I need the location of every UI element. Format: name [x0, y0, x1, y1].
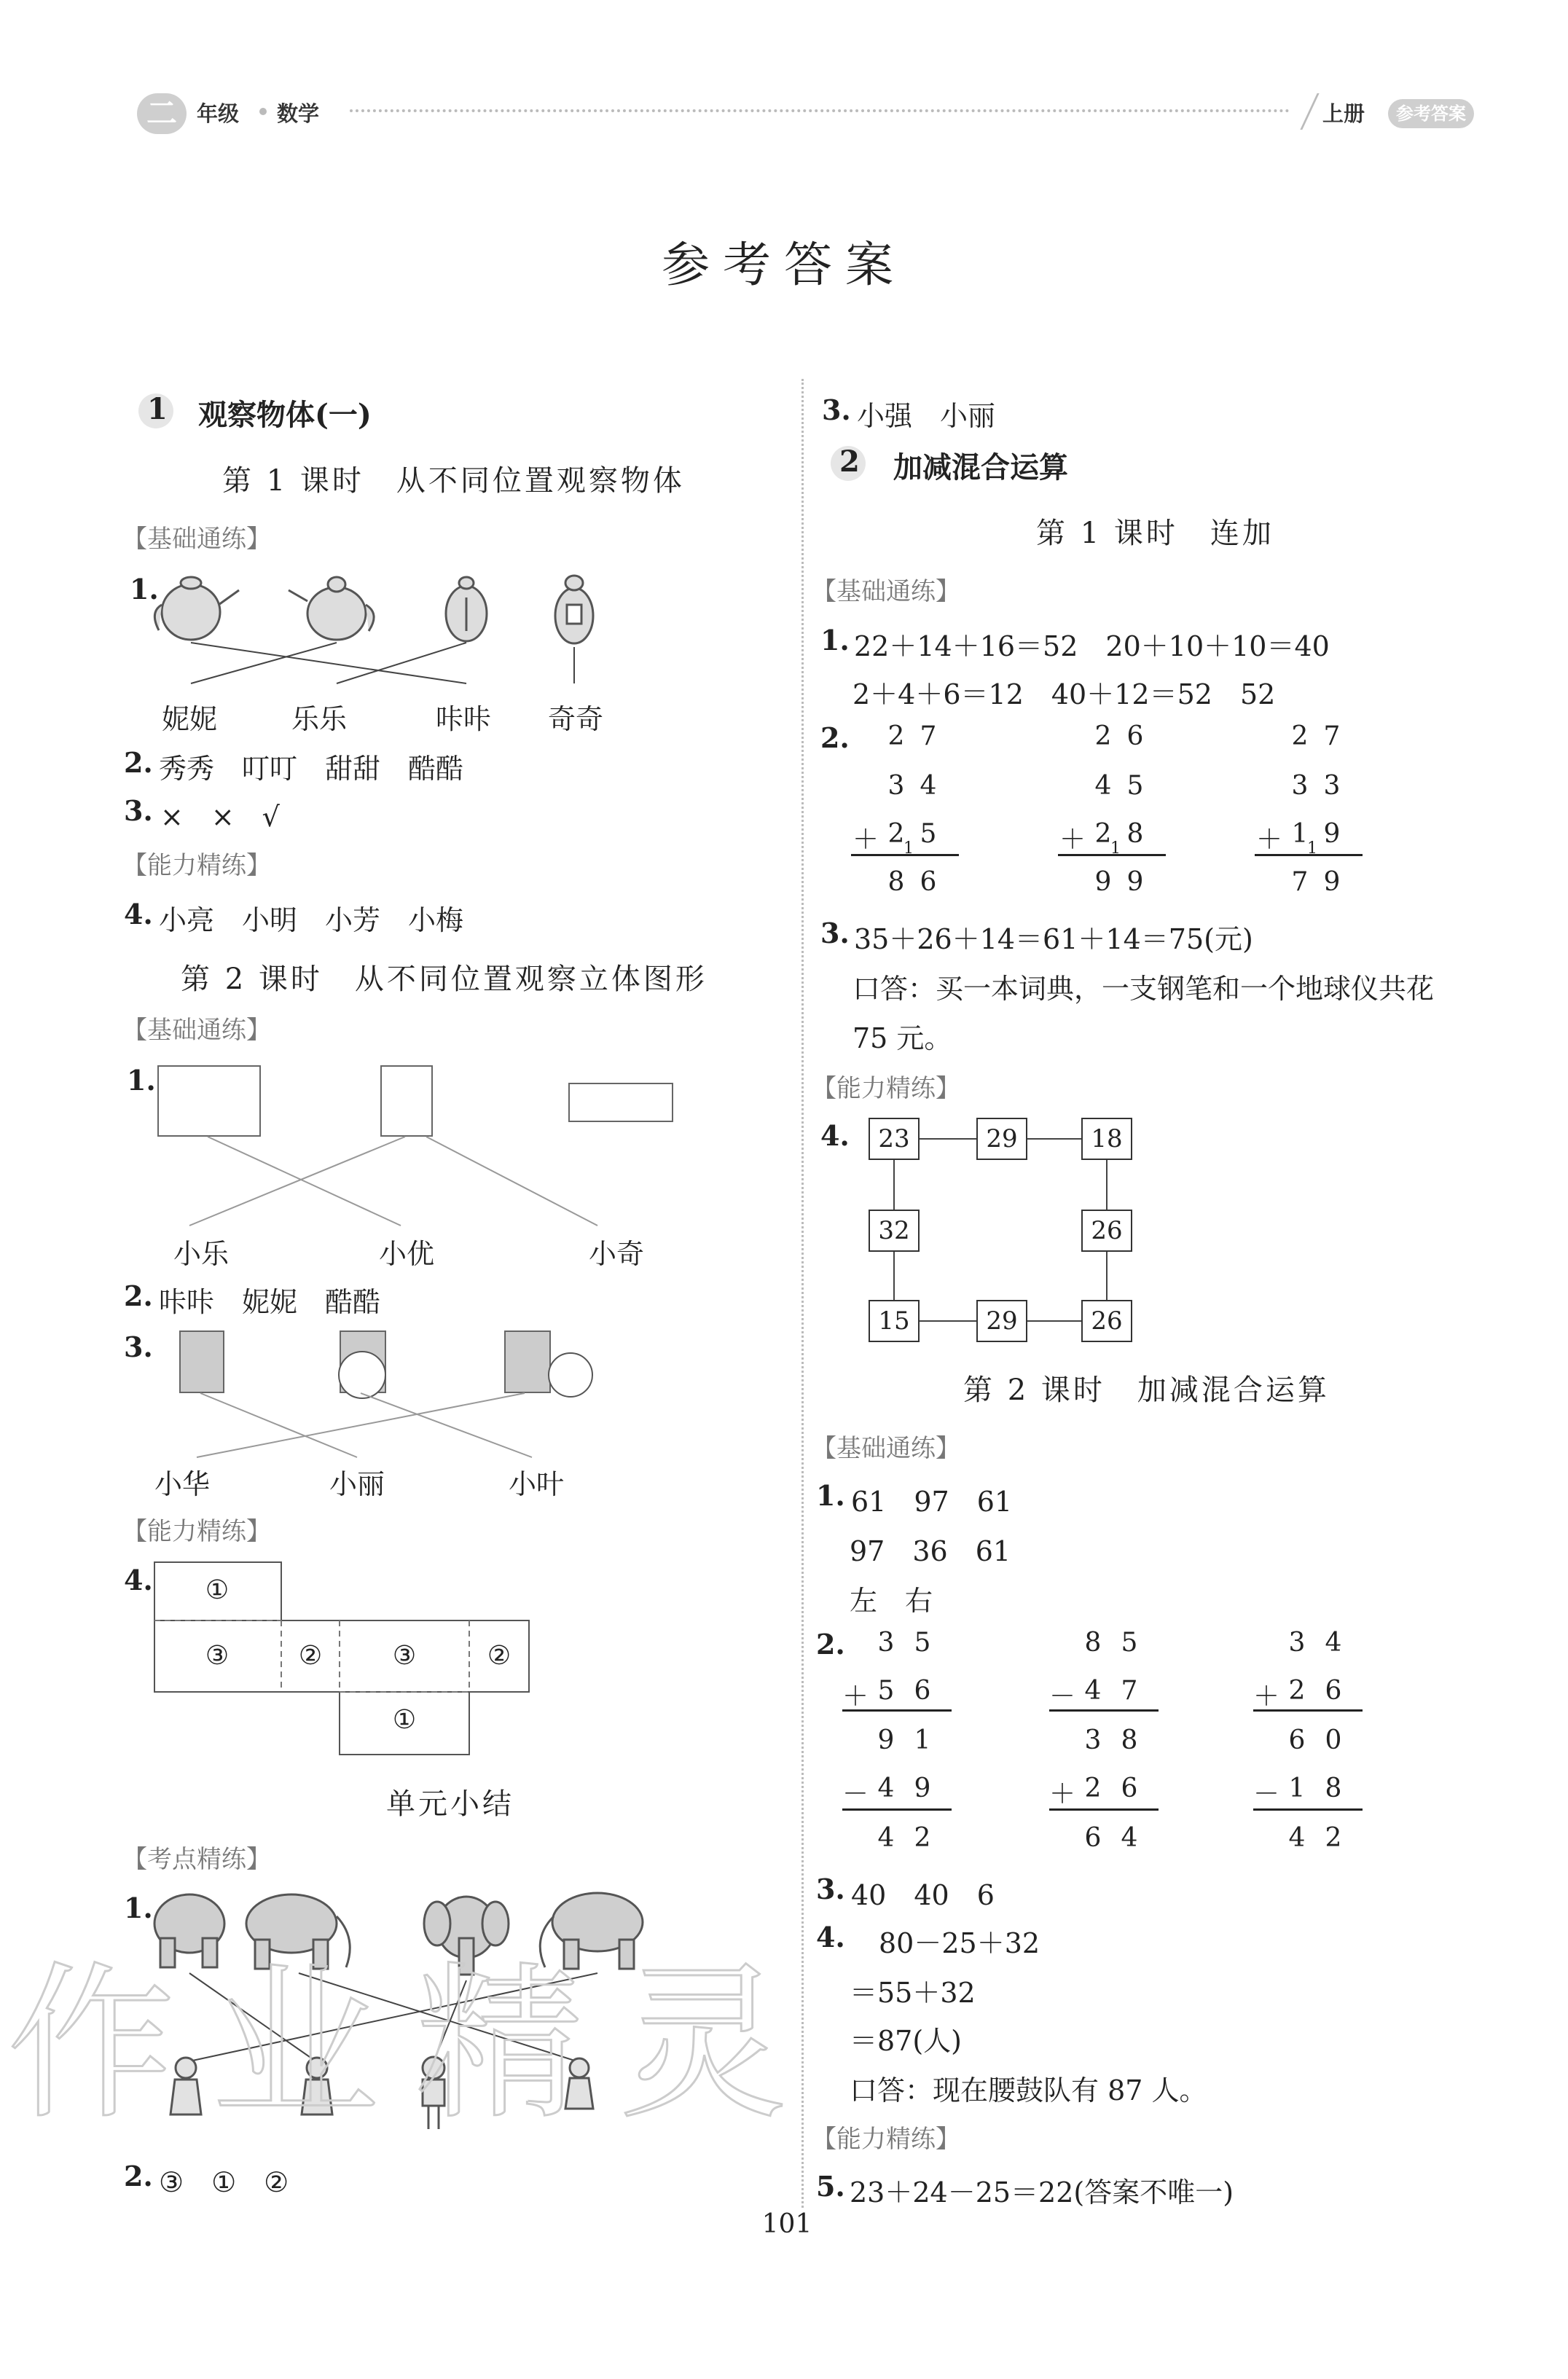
answer-text: 61 97 61	[851, 1486, 1013, 1518]
number-box: 29	[976, 1300, 1027, 1342]
name-label: 小华	[154, 1468, 211, 1500]
operator: －	[1048, 1682, 1075, 1712]
digit: 4	[877, 1774, 895, 1803]
digit: 3	[887, 771, 905, 801]
teapot-icon	[154, 577, 239, 640]
view-rectangle	[157, 1065, 261, 1137]
digit: 5	[877, 1676, 895, 1706]
digit: 2	[1291, 721, 1309, 751]
digit: 6	[1084, 1823, 1102, 1853]
digit: 6	[1121, 1774, 1138, 1803]
watermark: 作业精灵	[7, 1948, 823, 2142]
operator: ＋	[1253, 1682, 1279, 1712]
digit: 8	[1325, 1774, 1342, 1803]
digit: 6	[920, 867, 937, 897]
carry-digit: 1	[903, 839, 914, 858]
digit: 8	[887, 867, 905, 897]
shaded-rectangle	[504, 1330, 551, 1393]
operator: ＋	[852, 825, 879, 855]
section-label-basic: 【基础通练】	[122, 1016, 271, 1045]
name-label: 小丽	[329, 1468, 385, 1500]
digit: 8	[1126, 819, 1144, 849]
question-number: 1.	[820, 624, 850, 657]
digit: 3	[1288, 1628, 1306, 1658]
teapot-icon	[555, 576, 593, 643]
answer-text: 22＋14＋16＝52 20＋10＋10＝40	[854, 630, 1330, 662]
digit: 9	[914, 1774, 931, 1803]
digit: 2	[1094, 721, 1112, 751]
name-label: 咔咔	[436, 703, 492, 735]
question-number: 4.	[124, 1564, 153, 1596]
digit: 5	[920, 819, 937, 849]
net-face-label: ②	[298, 1641, 323, 1671]
digit: 3	[1291, 771, 1309, 801]
number-box: 32	[869, 1210, 920, 1252]
section-label-basic: 【基础通练】	[812, 577, 960, 606]
digit: 4	[1288, 1823, 1306, 1853]
digit: 7	[1323, 721, 1341, 751]
digit: 8	[1121, 1725, 1138, 1755]
page-title: 参考答案	[662, 237, 906, 293]
digit: 5	[1126, 771, 1144, 801]
answer-text: 23＋24－25＝22(答案不唯一)	[850, 2176, 1234, 2208]
question-number: 2.	[124, 2160, 153, 2192]
digit: 9	[1323, 867, 1341, 897]
digit: 9	[1126, 867, 1144, 897]
question-number: 3.	[816, 1873, 845, 1905]
number-box: 26	[1081, 1210, 1132, 1252]
section-label-basic: 【基础通练】	[122, 525, 271, 554]
sum-rule	[1049, 1808, 1159, 1811]
shaded-rectangle	[179, 1330, 224, 1393]
header-dot	[259, 108, 267, 115]
operator: －	[842, 1779, 869, 1809]
header-subject: 数学	[277, 101, 320, 126]
answer-text: 左 右	[850, 1585, 933, 1617]
section-label-ability: 【能力精练】	[122, 1517, 271, 1546]
digit: 4	[1094, 771, 1112, 801]
digit: 3	[877, 1628, 895, 1658]
digit: 6	[914, 1676, 931, 1706]
page-number: 101	[761, 2209, 812, 2239]
operator: ＋	[1059, 825, 1086, 855]
sum-rule	[851, 854, 959, 856]
net-face-label: ①	[205, 1575, 230, 1605]
carry-digit: 1	[1307, 839, 1317, 858]
question-number: 2.	[124, 746, 153, 779]
header-volume: 上册	[1322, 101, 1365, 126]
question-number: 3.	[820, 917, 850, 949]
sum-rule	[1253, 1709, 1363, 1712]
digit: 1	[1288, 1774, 1306, 1803]
matching-lines	[146, 1134, 685, 1228]
header-grade: 年级	[197, 101, 240, 126]
section-title: 加减混合运算	[893, 450, 1068, 485]
section-number: 2	[839, 444, 860, 479]
header-rule	[350, 109, 1290, 112]
number-box: 29	[976, 1118, 1027, 1160]
section-label-basic: 【基础通练】	[812, 1434, 960, 1463]
question-number: 4.	[820, 1119, 850, 1152]
digit: 5	[1121, 1628, 1138, 1658]
question-number: 3.	[124, 1330, 153, 1363]
digit: 8	[1084, 1628, 1102, 1658]
question-number: 4.	[124, 898, 153, 930]
sum-rule	[842, 1709, 952, 1712]
digit: 4	[920, 771, 937, 801]
digit: 7	[1291, 867, 1309, 897]
question-number: 3.	[124, 794, 153, 827]
section-label-ability: 【能力精练】	[122, 851, 271, 880]
teapot-icon	[446, 577, 487, 641]
digit: 1	[914, 1725, 931, 1755]
net-face-label: ①	[392, 1705, 417, 1735]
sum-rule	[1253, 1808, 1363, 1811]
digit: 9	[1094, 867, 1112, 897]
question-number: 1.	[124, 1892, 153, 1924]
digit: 4	[1325, 1628, 1342, 1658]
digit: 4	[1121, 1823, 1138, 1853]
question-number: 1.	[130, 573, 159, 605]
answer-text: 咔咔 妮妮 酷酷	[159, 1286, 381, 1318]
answer-text: 口答：现在腰鼓队有 87 人。	[850, 2074, 1207, 2106]
answer-text: 97 36 61	[850, 1535, 1011, 1567]
grade-badge: 二	[137, 93, 187, 134]
name-label: 妮妮	[162, 703, 218, 735]
matching-lines	[146, 1390, 612, 1460]
number-box: 18	[1081, 1118, 1132, 1160]
answer-text: 小强 小丽	[857, 400, 996, 432]
digit: 4	[1084, 1676, 1102, 1706]
question-number: 1.	[816, 1479, 845, 1512]
sum-rule	[842, 1808, 952, 1811]
section-label-ability: 【能力精练】	[812, 2125, 960, 2154]
operator: ＋	[842, 1682, 869, 1712]
answer-text: ＝55＋32	[850, 1977, 976, 2009]
name-label: 小优	[379, 1238, 435, 1270]
section-label-ability: 【能力精练】	[812, 1074, 960, 1103]
digit: 6	[1126, 721, 1144, 751]
digit: 0	[1325, 1725, 1342, 1755]
answer-text: 2＋4＋6＝12 40＋12＝52 52	[852, 678, 1276, 710]
digit: 2	[1288, 1676, 1306, 1706]
digit: 3	[1323, 771, 1341, 801]
connector-line	[1024, 1138, 1081, 1140]
name-label: 小乐	[173, 1238, 230, 1270]
answer-text: 80－25＋32	[879, 1927, 1040, 1959]
question-number: 2.	[124, 1279, 153, 1312]
section-number: 1	[147, 392, 168, 426]
name-label: 小叶	[509, 1468, 565, 1500]
digit: 2	[887, 721, 905, 751]
operator: ＋	[1048, 1779, 1075, 1809]
answer-text: ③ ① ②	[159, 2166, 289, 2198]
digit: 1	[1291, 819, 1309, 849]
digit: 3	[1084, 1725, 1102, 1755]
teapot-icon	[289, 577, 374, 640]
answer-text: 口答：买一本词典，一支钢笔和一个地球仪共花	[852, 973, 1435, 1005]
lesson-title: 第 2 课时 从不同位置观察立体图形	[181, 963, 707, 996]
answer-text: × × √	[160, 801, 280, 833]
question-number: 2.	[820, 721, 850, 754]
sum-rule	[1058, 854, 1166, 856]
name-label: 奇奇	[548, 703, 604, 735]
connector-line	[1024, 1320, 1081, 1322]
teapot-matching-figure	[146, 561, 670, 685]
digit: 4	[877, 1823, 895, 1853]
digit: 6	[1325, 1676, 1342, 1706]
digit: 2	[914, 1823, 931, 1853]
answer-text: 小亮 小明 小芳 小梅	[159, 904, 464, 936]
digit: 5	[914, 1628, 931, 1658]
digit: 9	[1323, 819, 1341, 849]
net-face-label: ③	[205, 1641, 230, 1671]
digit: 7	[920, 721, 937, 751]
operator: －	[1253, 1779, 1279, 1809]
lesson-title: 第 1 课时 连加	[1036, 517, 1274, 550]
name-label: 小奇	[589, 1238, 645, 1270]
digit: 2	[1094, 819, 1112, 849]
number-box: 26	[1081, 1300, 1132, 1342]
section-label-exam: 【考点精练】	[122, 1845, 271, 1874]
digit: 6	[1288, 1725, 1306, 1755]
answer-text: 75 元。	[852, 1022, 952, 1054]
question-number: 2.	[816, 1628, 845, 1661]
question-number: 4.	[816, 1921, 845, 1953]
answer-text: 40 40 6	[851, 1879, 995, 1911]
sum-rule	[1255, 854, 1363, 856]
lesson-title: 第 1 课时 从不同位置观察物体	[222, 464, 685, 498]
number-box: 15	[869, 1300, 920, 1342]
name-label: 乐乐	[291, 703, 348, 735]
digit: 2	[1084, 1774, 1102, 1803]
view-rectangle	[380, 1065, 433, 1137]
connector-line	[917, 1320, 976, 1322]
answer-text: ＝87(人)	[850, 2025, 963, 2057]
answer-text: 35＋26＋14＝61＋14＝75(元)	[854, 923, 1253, 955]
answer-text: 秀秀 叮叮 甜甜 酷酷	[159, 753, 464, 785]
lesson-title: 单元小结	[386, 1787, 514, 1821]
view-rectangle	[568, 1083, 673, 1122]
header-tag: 参考答案	[1388, 99, 1474, 128]
operator: ＋	[1255, 825, 1282, 855]
question-number: 5.	[816, 2170, 845, 2203]
number-box: 23	[869, 1118, 920, 1160]
carry-digit: 1	[1110, 839, 1121, 858]
digit: 2	[1325, 1823, 1342, 1853]
lesson-title: 第 2 课时 加减混合运算	[963, 1373, 1330, 1407]
sum-rule	[1049, 1709, 1159, 1712]
section-title: 观察物体(一)	[198, 398, 372, 432]
question-number: 3.	[822, 393, 851, 426]
digit: 9	[877, 1725, 895, 1755]
question-number: 1.	[127, 1064, 156, 1097]
net-face-label: ③	[392, 1641, 417, 1671]
digit: 7	[1121, 1676, 1138, 1706]
digit: 2	[887, 819, 905, 849]
net-face-label: ②	[487, 1641, 511, 1671]
connector-line	[917, 1138, 976, 1140]
